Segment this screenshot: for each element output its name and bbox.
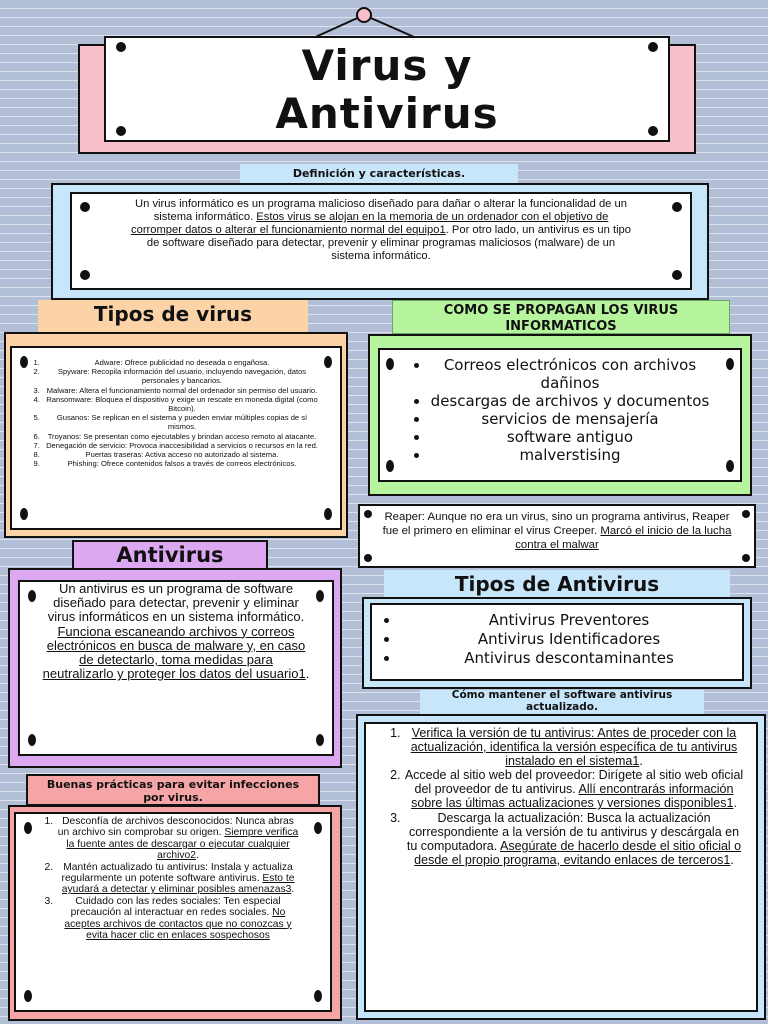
update-heading: Cómo mantener el software antivirus actualizado. — [420, 690, 704, 714]
page-title — [106, 38, 668, 138]
list-item — [404, 768, 744, 810]
antivirus-types-list — [372, 605, 742, 668]
antivirus-types-box — [370, 603, 744, 681]
list-item — [56, 896, 300, 942]
good-practices-list — [16, 814, 330, 941]
update-box — [364, 722, 758, 1012]
list-item: 6. Troyanos: Se presentan como ejecutables y brindan acceso remoto al atacante. — [42, 432, 322, 441]
corner-dot — [80, 202, 90, 212]
antivirus-box — [18, 580, 334, 756]
virus-types-list — [12, 348, 340, 468]
list-item-underlined: Esto te ayudará a detectar y eliminar posibles amenazas3 — [61, 873, 295, 896]
list-item — [404, 726, 744, 768]
list-item — [404, 811, 744, 867]
corner-dot — [80, 270, 90, 280]
list-item: • Correos electrónicos con archivos dañinos — [430, 356, 710, 392]
title-line-1: Virus y — [301, 41, 473, 90]
corner-dot — [364, 554, 372, 562]
definition-text-underlined: Estos virus se alojan en la memoria de un ordenador con el objetivo de corromper datos o alterar el funcionamiento normal del equipo1 — [131, 211, 609, 236]
corner-dot — [324, 508, 332, 520]
corner-dot — [24, 822, 32, 834]
reaper-text-underlined: Marcó el inicio de la lucha contra el malwar — [515, 525, 732, 551]
list-item: 7. Denegación de servicio: Provoca inaccesibilidad a servicios o recursos en la red. — [42, 441, 322, 450]
propagation-heading: COMO SE PROPAGAN LOS VIRUS INFORMATICOS — [392, 300, 730, 334]
title-box — [104, 36, 670, 142]
propagation-box — [378, 348, 742, 482]
corner-dot — [316, 590, 324, 602]
list-item-underlined: Siempre verifica la fuente antes de descargar o ejecutar cualquier archivo2 — [66, 827, 299, 862]
antivirus-text-plain: Un antivirus es un programa de software diseñado para detectar, prevenir y eliminar virus informáticos en un sistema informático. — [47, 581, 305, 625]
corner-dot — [314, 822, 322, 834]
corner-dot — [24, 990, 32, 1002]
list-item-text: Desconfía de archivos desconocidos: Nunca abras un archivo sin comprobar su origen. — [57, 816, 294, 839]
list-item: • servicios de mensajería — [430, 410, 710, 428]
definition-heading: Definición y características. — [240, 164, 518, 184]
antivirus-text-underlined: Funciona escaneando archivos y correos electrónicos en busca de malware y, en caso de detectarlo, toma medidas para neutralizarlo y proteger los datos del usuario1 — [42, 623, 306, 682]
definition-text — [72, 194, 690, 263]
list-item-end: . — [730, 852, 734, 867]
antivirus-text-end: . — [305, 666, 310, 682]
definition-text-rest: . Por otro lado, un antivirus es un tipo de software diseñado para detectar, prevenir y eliminar programas maliciosos (malware) de un sistema informático. — [146, 224, 631, 262]
list-item: • malverstising — [430, 446, 710, 464]
antivirus-heading: Antivirus — [72, 540, 268, 570]
corner-dot — [20, 356, 28, 368]
list-item: 9. Phishing: Ofrece contenidos falsos a través de correos electrónicos. — [42, 459, 322, 468]
corner-dot — [314, 990, 322, 1002]
antivirus-types-heading: Tipos de Antivirus — [384, 570, 730, 598]
corner-dot — [386, 460, 394, 472]
list-item: 2. Spyware: Recopila información del usuario, incluyendo navegación, datos personales y bancarios. — [42, 367, 322, 385]
reaper-box — [358, 504, 756, 568]
corner-dot — [726, 460, 734, 472]
virus-types-heading: Tipos de virus — [38, 300, 308, 332]
corner-dot — [20, 508, 28, 520]
corner-dot — [742, 554, 750, 562]
list-item-end: . — [196, 850, 199, 862]
list-item-underlined: No aceptes archivos de contactos que no conozcas y evita hacer clic en enlaces sospechosos — [64, 907, 292, 942]
antivirus-text — [20, 582, 332, 681]
corner-dot — [648, 126, 658, 136]
list-item-end: . — [291, 884, 295, 896]
list-item: 4. Ransomware: Bloquea el dispositivo y exige un rescate en moneda digital (como Bitcoin). — [42, 395, 322, 413]
list-item: • descargas de archivos y documentos — [430, 392, 710, 410]
list-item: • Antivirus Identificadores — [400, 630, 738, 649]
definition-box — [70, 192, 692, 290]
good-practices-heading: Buenas prácticas para evitar infecciones por virus. — [26, 774, 320, 806]
corner-dot — [742, 510, 750, 518]
corner-dot — [316, 734, 324, 746]
list-item: 3. Malware: Altera el funcionamiento normal del ordenador sin permiso del usuario. — [42, 386, 322, 395]
list-item-end: . — [639, 754, 643, 769]
list-item-text: Accede al sitio web del proveedor: Dirígete al sitio web oficial del proveedor de tu antivirus. — [404, 768, 744, 797]
list-item: 1. Adware: Ofrece publicidad no deseada o engañosa. — [42, 358, 322, 367]
list-item-text: Descarga la actualización: Busca la actualización correspondiente a la versión de tu antivirus y descárgala en tu computadora. — [406, 810, 740, 853]
corner-dot — [28, 590, 36, 602]
good-practices-box — [14, 812, 332, 1012]
list-item-text: Cuidado con las redes sociales: Ten especial precaución al interactuar en redes sociales. — [70, 895, 281, 919]
list-item: 5. Gusanos: Se replican en el sistema y pueden enviar múltiples copias de sí mismos. — [42, 413, 322, 431]
corner-dot — [648, 42, 658, 52]
reaper-text — [360, 506, 754, 552]
reaper-text-plain: Reaper: Aunque no era un virus, sino un programa antivirus, Reaper fue el primero en eliminar el virus Creeper. — [382, 511, 730, 537]
corner-dot — [386, 358, 394, 370]
list-item-underlined: Asegúrate de hacerlo desde el sitio oficial o desde el propio programa, evitando enlaces de terceros1 — [414, 838, 742, 867]
corner-dot — [672, 202, 682, 212]
list-item: • Antivirus Preventores — [400, 611, 738, 630]
propagation-list — [380, 350, 740, 464]
corner-dot — [28, 734, 36, 746]
corner-dot — [364, 510, 372, 518]
list-item — [56, 862, 300, 896]
list-item-underlined: Verifica la versión de tu antivirus: Antes de proceder con la actualización, identifica la versión específica de tu antivirus instalado en el sistema1 — [410, 726, 738, 769]
list-item — [56, 816, 300, 862]
list-item: • Antivirus descontaminantes — [400, 649, 738, 668]
corner-dot — [324, 356, 332, 368]
definition-text-plain: Un virus informático es un programa malicioso diseñado para dañar o alterar la funcionalidad de un sistema informático. — [135, 198, 627, 223]
virus-types-box — [10, 346, 342, 530]
corner-dot — [116, 42, 126, 52]
list-item: • software antiguo — [430, 428, 710, 446]
list-item-end: . — [733, 796, 737, 811]
update-list — [366, 724, 756, 867]
list-item-underlined: Allí encontrarás información sobre las últimas actualizaciones y versiones disponibles1 — [411, 782, 734, 811]
list-item-text: Mantén actualizado tu antivirus: Instala y actualiza regularmente un potente software antivirus. — [61, 861, 293, 885]
corner-dot — [672, 270, 682, 280]
title-line-2: Antivirus — [275, 89, 499, 138]
corner-dot — [726, 358, 734, 370]
corner-dot — [116, 126, 126, 136]
list-item: 8. Puertas traseras: Activa acceso no autorizado al sistema. — [42, 450, 322, 459]
